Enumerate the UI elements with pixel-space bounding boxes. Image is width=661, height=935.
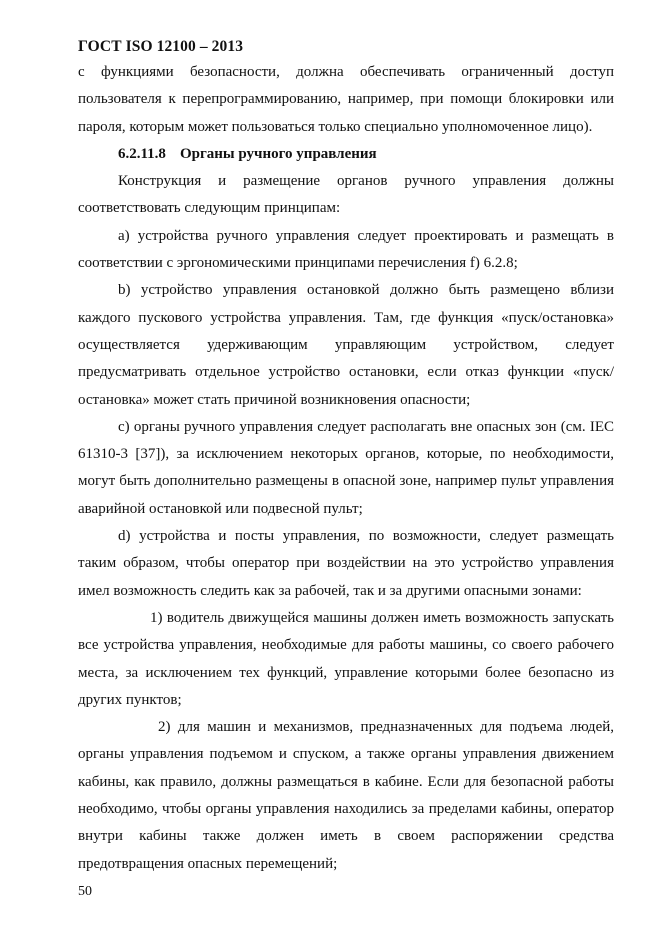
body-text [78, 59, 614, 878]
section-number: 6.2.11.8 [118, 145, 166, 162]
list-item-a: a) устройства ручного управления следует проектировать и размещать в соответствии с эргономическими принципами перечисления f) 6.2.8; [78, 227, 614, 272]
list-item-b: b) устройство управления остановкой должно быть размещено вблизи каждого пускового устройства управления. Там, где функция «пуск/остановка» осуществляется удерживающим управляющим устройством, следует предусматривать отдельное устройство остановки, если отказ функции «пуск/остановка» может стать причиной возникновения опасности; [78, 282, 614, 408]
paragraph-intro: Конструкция и размещение органов ручного управления должны соответствовать следующим принципам: [78, 173, 614, 217]
paragraph-continuation: с функциями безопасности, должна обеспечивать ограниченный доступ пользователя к перепрограммированию, например, при помощи блокировки или пароля, которым может пользоваться только специально уполномоченное лицо). [78, 64, 614, 135]
sub-item-1: 1) водитель движущейся машины должен иметь возможность запускать все устройства управления, необходимые для работы машины, со своего рабочего места, за исключением тех функций, управление которыми более безопасно из других пунктов; [78, 609, 614, 708]
list-item-d: d) устройства и посты управления, по возможности, следует размещать таким образом, чтобы оператор при воздействии на это устройство управления имел возможность следить как за рабочей, так и за другими опасными зонами: [78, 528, 614, 599]
section-heading [78, 141, 614, 168]
section-title: Органы ручного управления [179, 145, 377, 162]
standard-header: ГОСТ ISO 12100 – 2013 [78, 38, 244, 55]
list-item-c: c) органы ручного управления следует располагать вне опасных зон (см. IEC 61310-3 [37]), за исключением некоторых органов, которые, по необходимости, могут быть дополнительно размещены в опасной зоне, например пульт управления аварийной остановкой или подвесной пульт; [78, 418, 614, 517]
page-number: 50 [78, 884, 92, 899]
sub-item-2: 2) для машин и механизмов, предназначенных для подъема людей, органы управления подъемом и спуском, а также органы управления движением кабины, как правило, должны размещаться в кабине. Если для безопасной работы необходимо, чтобы органы управления находились за пределами кабины, оператор внутри кабины также должен иметь в своем распоряжении средства предотвращения опасных перемещений; [78, 719, 614, 872]
